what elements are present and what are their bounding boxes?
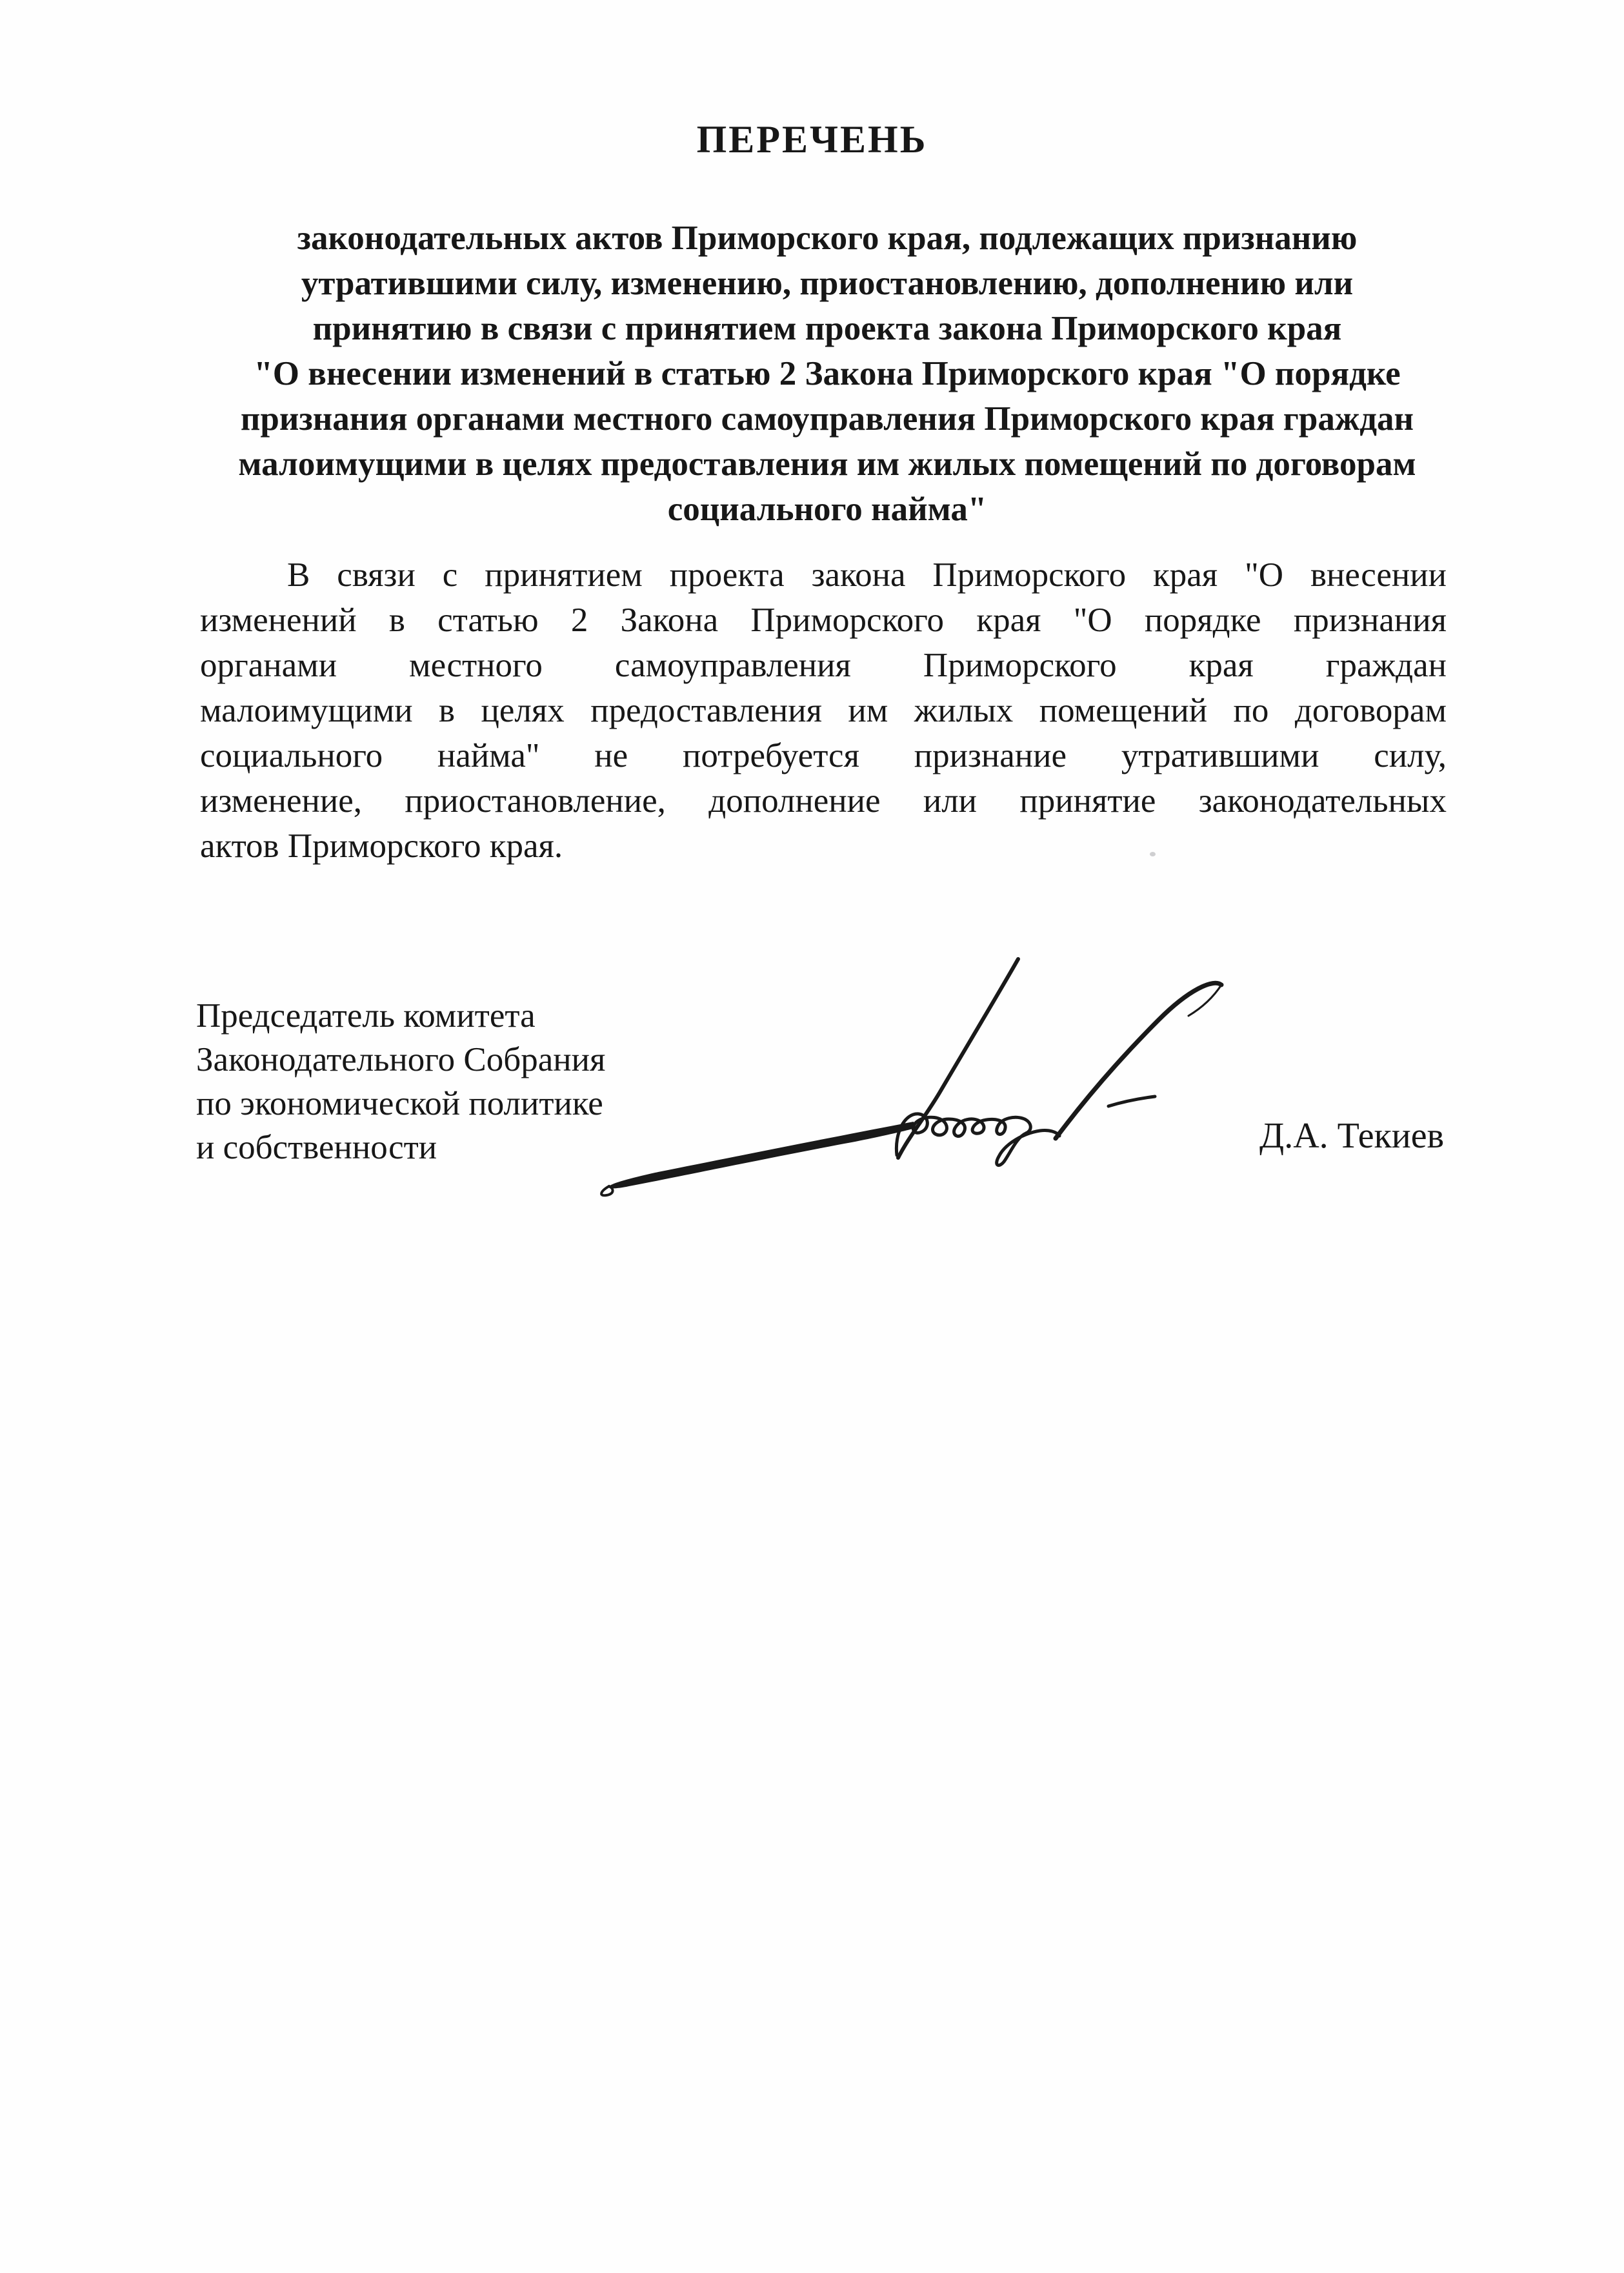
body-paragraph	[200, 552, 1447, 869]
heading-line: утратившими силу, изменению, приостановлению, дополнению или	[301, 265, 1354, 302]
signatory-name: Д.А. Текиев	[1259, 1116, 1445, 1156]
signatory-title-line: и собственности	[196, 1129, 437, 1166]
signatory-title-line: Председатель комитета	[196, 997, 536, 1035]
body-line: изменение, приостановление, дополнение или принятие законодательных	[200, 782, 1447, 820]
heading-line: малоимущими в целях предоставления им жилых помещений по договорам	[238, 445, 1416, 483]
signatory-title-line: по экономической политике	[196, 1085, 603, 1122]
signatory-title-block	[196, 994, 605, 1169]
heading-line: законодательных актов Приморского края, подлежащих признанию	[297, 219, 1358, 257]
heading-line: признания органами местного самоуправления Приморского края граждан	[240, 400, 1414, 438]
body-line: В связи с принятием проекта закона Приморского края "О внесении	[287, 556, 1447, 594]
body-line: малоимущими в целях предоставления им жилых помещений по договорам	[200, 692, 1447, 729]
heading-line: "О внесении изменений в статью 2 Закона Приморского края "О порядке	[254, 355, 1401, 392]
signatory-title-line: Законодательного Собрания	[196, 1041, 606, 1078]
heading-line: принятию в связи с принятием проекта закона Приморского края	[312, 310, 1342, 347]
body-line: актов Приморского края.	[200, 827, 563, 865]
heading-line: социального найма"	[667, 490, 987, 528]
body-line: изменений в статью 2 Закона Приморского края "О порядке признания	[200, 601, 1447, 639]
body-line: органами местного самоуправления Приморского края граждан	[200, 647, 1447, 684]
document-title: ПЕРЕЧЕНЬ	[696, 118, 928, 161]
document-heading	[213, 216, 1441, 532]
body-line: социального найма" не потребуется признание утратившими силу,	[200, 737, 1447, 774]
scan-speck	[1150, 852, 1156, 856]
